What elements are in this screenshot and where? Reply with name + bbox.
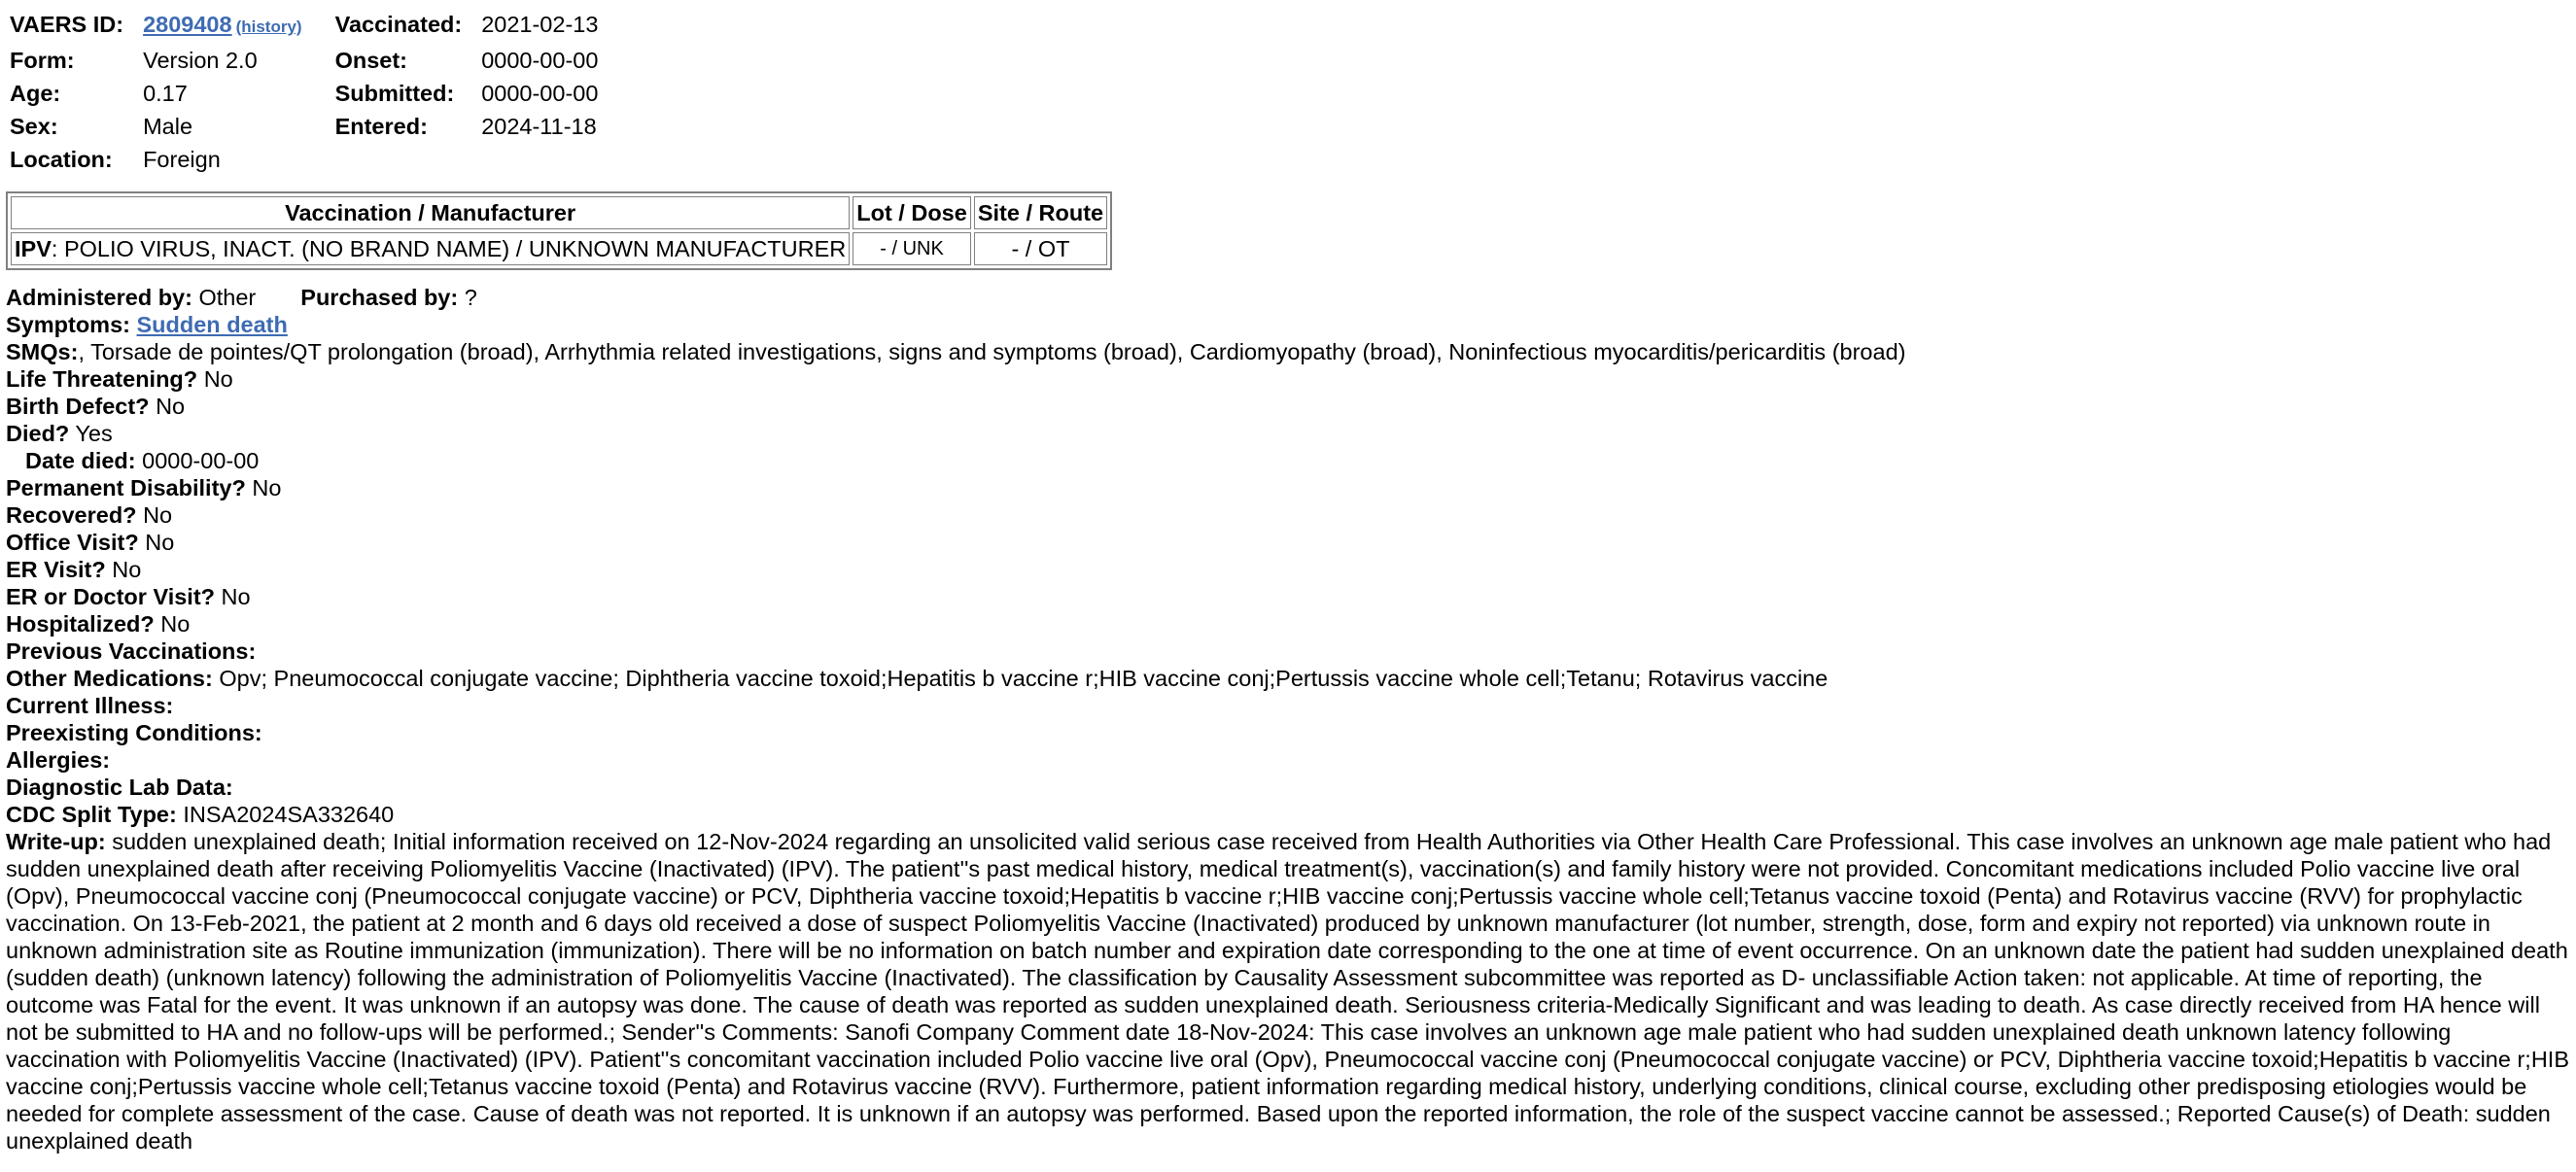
other-medications-value: Opv; Pneumococcal conjugate vaccine; Diphtheria vaccine toxoid;Hepatitis b vaccine r;HIB vaccine conj;Pertussis vaccine whole cell;Tetanu; Rotavirus vaccine: [219, 666, 1828, 691]
sex-label: Sex:: [10, 114, 58, 139]
history-link[interactable]: (history): [235, 17, 302, 36]
office-visit-line: [6, 529, 2570, 556]
er-visit-line: [6, 556, 2570, 583]
entered-value: 2024-11-18: [481, 114, 597, 139]
vaers-id-label: VAERS ID:: [10, 12, 124, 37]
vax-name-manufacturer: : POLIO VIRUS, INACT. (NO BRAND NAME) / UNKNOWN MANUFACTURER: [51, 236, 847, 261]
symptoms-label: Symptoms:: [6, 312, 130, 337]
died-label: Died?: [6, 421, 70, 446]
birth-defect-label: Birth Defect?: [6, 394, 150, 419]
date-died-value: 0000-00-00: [142, 448, 260, 473]
administered-label: Administered by:: [6, 285, 192, 310]
er-visit-value: No: [112, 557, 142, 582]
writeup-text: sudden unexplained death; Initial information received on 12-Nov-2024 regarding an unsolicited valid serious case received from Health Authorities via Other Health Care Professional. This case involves an unknown age male patient who had sudden unexplained death after receiving Poliomyelitis Vaccine (Inactivated) (IPV). The patient''s past medical history, medical treatment(s), vaccination(s) and family history were not provided. Concomitant medications included Polio vaccine live oral (Opv), Pneumococcal vaccine conj (Pneumococcal conjugate vaccine) or PCV, Diphtheria vaccine toxoid;Hepatitis b vaccine r;HIB vaccine conj;Pertussis vaccine whole cell;Tetanus vaccine toxoid (Penta) and Rotavirus vaccine (RVV) for prophylactic vaccination. On 13-Feb-2021, the patient at 2 month and 6 days old received a dose of suspect Poliomyelitis Vaccine (Inactivated) produced by unknown manufacturer (lot number, strength, dose, form and expiry not reported) via unknown route in unknown administration site as Routine immunization (immunization). There will be no information on batch number and expiration date corresponding to the one at time of event occurrence. On an unknown date the patient had sudden unexplained death (sudden death) (unknown latency) following the administration of Poliomyelitis Vaccine (Inactivated). The classification by Causality Assessment subcommittee was reported as D- unclassifiable Action taken: not applicable. At time of reporting, the outcome was Fatal for the event. It was unknown if an autopsy was done. The cause of death was reported as sudden unexplained death. Seriousness criteria-Medically Significant and was leading to death. As case directly received from HA hence will not be submitted to HA and no follow-ups will be performed.; Sender''s Comments: Sanofi Company Comment date 18-Nov-2024: This case involves an unknown age male patient who had sudden unexplained death unknown latency following vaccination with Poliomyelitis Vaccine (Inactivated) (IPV). Patient''s concomitant vaccination included Polio vaccine live oral (Opv), Pneumococcal vaccine conj (Pneumococcal conjugate vaccine) or PCV, Diphtheria vaccine toxoid;Hepatitis b vaccine r;HIB vaccine conj;Pertussis vaccine whole cell;Tetanus vaccine toxoid (Penta) and Rotavirus vaccine (RVV). Furthermore, patient information regarding medical history, underlying conditions, clinical course, excluding other predisposing etiologies would be needed for complete assessment of the case. Cause of death was not reported. It is unknown if an autopsy was performed. Based upon the reported information, the role of the suspect vaccine cannot be assessed.; Reported Cause(s) of Death: sudden unexplained death: [6, 829, 2569, 1154]
er-doctor-visit-label: ER or Doctor Visit?: [6, 584, 216, 609]
sex-value: Male: [143, 114, 193, 139]
er-doctor-visit-line: [6, 583, 2570, 610]
onset-value: 0000-00-00: [481, 48, 599, 73]
date-died-label: Date died:: [25, 448, 136, 473]
submitted-label: Submitted:: [334, 81, 455, 106]
recovered-label: Recovered?: [6, 502, 137, 528]
recovered-line: [6, 501, 2570, 529]
permanent-disability-value: No: [252, 475, 282, 500]
age-label: Age:: [10, 81, 61, 106]
vaccinated-value: 2021-02-13: [481, 12, 599, 37]
life-threatening-label: Life Threatening?: [6, 366, 198, 392]
previous-vaccinations-line: [6, 638, 2570, 665]
cdc-split-type-label: CDC Split Type:: [6, 802, 177, 827]
writeup-paragraph: [6, 828, 2570, 1155]
office-visit-label: Office Visit?: [6, 530, 139, 555]
lot-dose-cell: - / UNK: [853, 232, 971, 265]
location-label: Location:: [10, 147, 113, 172]
current-illness-label: Current Illness:: [6, 693, 174, 718]
purchased-value: ?: [464, 285, 477, 310]
entered-label: Entered:: [334, 114, 428, 139]
vaccination-cell: [11, 232, 850, 265]
birth-defect-value: No: [156, 394, 186, 419]
site-route-cell: - / OT: [974, 232, 1107, 265]
vax-code: IPV: [15, 236, 52, 261]
died-line: [6, 420, 2570, 447]
onset-label: Onset:: [334, 48, 408, 73]
previous-vaccinations-label: Previous Vaccinations:: [6, 638, 257, 664]
permanent-disability-line: [6, 474, 2570, 501]
form-value: Version 2.0: [143, 48, 258, 73]
submitted-value: 0000-00-00: [481, 81, 599, 106]
er-doctor-visit-value: No: [221, 584, 251, 609]
symptoms-line: [6, 311, 2570, 338]
diagnostic-lab-data-line: [6, 774, 2570, 801]
life-threatening-line: [6, 365, 2570, 393]
cdc-split-type-line: [6, 801, 2570, 828]
column-header-lot-dose: Lot / Dose: [853, 196, 971, 229]
date-died-line: [6, 447, 2570, 474]
permanent-disability-label: Permanent Disability?: [6, 475, 246, 500]
died-value: Yes: [75, 421, 113, 446]
column-header-site-route: Site / Route: [974, 196, 1107, 229]
smqs-label: SMQs:: [6, 339, 79, 364]
vaers-id-cell: [139, 8, 306, 44]
life-threatening-value: No: [203, 366, 233, 392]
recovered-value: No: [143, 502, 173, 528]
vaers-id-link[interactable]: 2809408: [143, 12, 232, 37]
vaccination-table: [6, 191, 1112, 270]
smqs-line: [6, 338, 2570, 365]
smqs-value: , Torsade de pointes/QT prolongation (broad), Arrhythmia related investigations, signs and symptoms (broad), Cardiomyopathy (broad), Noninfectious myocarditis/pericarditis (broad): [78, 339, 1906, 364]
diagnostic-lab-data-label: Diagnostic Lab Data:: [6, 775, 233, 800]
age-value: 0.17: [143, 81, 188, 106]
administered-value: Other: [198, 285, 257, 310]
preexisting-conditions-line: [6, 719, 2570, 746]
hospitalized-value: No: [160, 611, 191, 637]
hospitalized-line: [6, 610, 2570, 638]
allergies-line: [6, 746, 2570, 774]
form-label: Form:: [10, 48, 75, 73]
administered-purchased-line: [6, 284, 2570, 311]
column-header-vaccination: Vaccination / Manufacturer: [11, 196, 850, 229]
location-value: Foreign: [143, 147, 221, 172]
current-illness-line: [6, 692, 2570, 719]
allergies-label: Allergies:: [6, 747, 111, 773]
preexisting-conditions-label: Preexisting Conditions:: [6, 720, 262, 745]
cdc-split-type-value: INSA2024SA332640: [183, 802, 395, 827]
birth-defect-line: [6, 393, 2570, 420]
other-medications-label: Other Medications:: [6, 666, 213, 691]
office-visit-value: No: [145, 530, 175, 555]
er-visit-label: ER Visit?: [6, 557, 106, 582]
purchased-label: Purchased by:: [300, 285, 459, 310]
other-medications-line: [6, 665, 2570, 692]
table-row: [11, 232, 1107, 265]
hospitalized-label: Hospitalized?: [6, 611, 155, 637]
report-header-table: [6, 8, 602, 176]
symptom-link[interactable]: Sudden death: [136, 312, 288, 337]
vaccinated-label: Vaccinated:: [334, 12, 463, 37]
writeup-label: Write-up:: [6, 829, 106, 854]
